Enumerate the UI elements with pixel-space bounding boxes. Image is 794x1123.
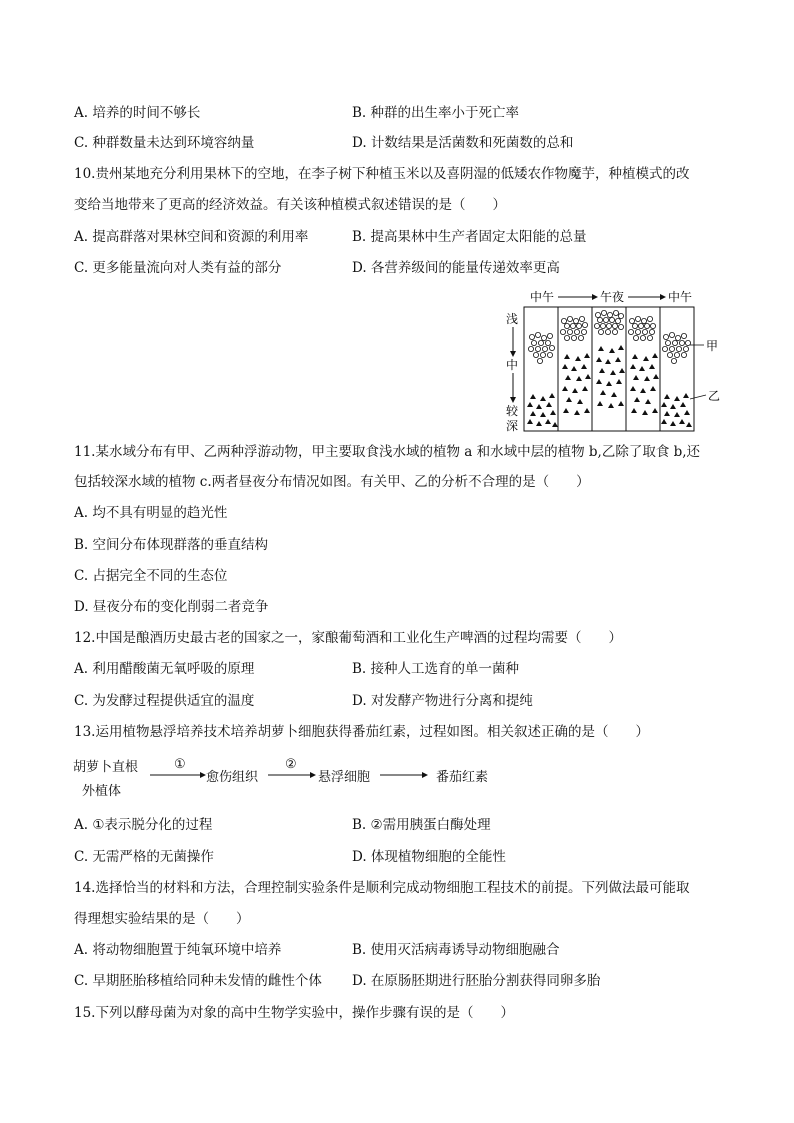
q11-option-a: A. 均不具有明显的趋光性	[74, 505, 228, 521]
flow-node-lycopene: 番茄红素	[436, 770, 489, 785]
time-label-noon-1: 中午	[530, 290, 555, 304]
q9-option-a: A. 培养的时间不够长	[74, 105, 201, 121]
q14-stem-line1: 14.选择恰当的材料和方法，合理控制实验条件是顺利完成动物细胞工程技术的前提。下列做法最可能取	[74, 880, 690, 896]
time-label-midnight: 午夜	[600, 290, 625, 304]
q12-option-c: C. 为发酵过程提供适宜的温度	[74, 693, 255, 709]
q11-option-c: C. 占据完全不同的生态位	[74, 568, 228, 584]
species-jia-circles	[528, 310, 690, 363]
q14-option-a: A. 将动物细胞置于纯氧环境中培养	[74, 942, 282, 958]
flow-arrows	[150, 766, 440, 782]
q10-option-b: B. 提高果林中生产者固定太阳能的总量	[352, 229, 587, 245]
q12-option-d: D. 对发酵产物进行分离和提纯	[352, 693, 533, 709]
depth-label-deep-2: 深	[506, 419, 519, 433]
q10-option-d: D. 各营养级间的能量传递效率更高	[352, 260, 560, 276]
flow-start-line1: 胡萝卜直根	[73, 760, 139, 775]
q10-stem-line1: 10.贵州某地充分利用果林下的空地，在李子树下种植玉米以及喜阴湿的低矮农作物魔芋，种植模式的改	[74, 166, 690, 182]
species-label-jia: 甲	[706, 339, 719, 353]
flow-node-suspension-cells: 悬浮细胞	[318, 770, 371, 785]
q13-option-b: B. ②需用胰蛋白酶处理	[352, 817, 491, 833]
q13-option-c: C. 无需严格的无菌操作	[74, 849, 214, 865]
q12-option-b: B. 接种人工选育的单一菌种	[352, 661, 520, 677]
q10-option-c: C. 更多能量流向对人类有益的部分	[74, 260, 282, 276]
species-label-yi: 乙	[708, 389, 721, 403]
flow-step-2-label: ②	[285, 757, 297, 772]
flow-node-callus: 愈伤组织	[206, 770, 259, 785]
zooplankton-distribution-figure	[500, 285, 732, 433]
flow-start-line2: 外植体	[82, 784, 122, 799]
q15-stem: 15.下列以酵母菌为对象的高中生物学实验中，操作步骤有误的是（ ）	[74, 1005, 514, 1021]
q9-option-c: C. 种群数量未达到环境容纳量	[74, 135, 255, 151]
depth-label-deep-1: 较	[506, 404, 519, 418]
q13-option-d: D. 体现植物细胞的全能性	[352, 849, 506, 865]
q10-option-a: A. 提高群落对果林空间和资源的利用率	[74, 229, 309, 245]
q14-stem-line2: 得理想实验结果的是（ ）	[74, 911, 250, 927]
q10-stem-line2: 变给当地带来了更高的经济效益。有关该种植模式叙述错误的是（ ）	[74, 197, 506, 213]
depth-label-middle: 中	[506, 358, 519, 372]
q11-stem-line2: 包括较深水域的植物 c.两者昼夜分布情况如图。有关甲、乙的分析不合理的是（ ）	[74, 474, 590, 490]
q11-option-d: D. 昼夜分布的变化削弱二者竞争	[74, 599, 269, 615]
flow-step-1-label: ①	[174, 757, 186, 772]
q12-option-a: A. 利用醋酸菌无氧呼吸的原理	[74, 661, 255, 677]
q13-stem: 13.运用植物悬浮培养技术培养胡萝卜细胞获得番茄红素，过程如图。相关叙述正确的是（ ）	[74, 724, 649, 740]
q9-option-d: D. 计数结果是活菌数和死菌数的总和	[352, 135, 574, 151]
time-label-noon-2: 中午	[668, 290, 693, 304]
q14-option-d: D. 在原肠胚期进行胚胎分割获得同卵多胎	[352, 973, 601, 989]
q9-option-b: B. 种群的出生率小于死亡率	[352, 105, 520, 121]
q14-option-b: B. 使用灭活病毒诱导动物细胞融合	[352, 942, 560, 958]
depth-label-shallow: 浅	[506, 312, 519, 326]
q11-option-b: B. 空间分布体现群落的垂直结构	[74, 537, 269, 553]
q13-option-a: A. ①表示脱分化的过程	[74, 817, 213, 833]
q11-stem-line1: 11.某水域分布有甲、乙两种浮游动物，甲主要取食浅水域的植物 a 和水域中层的植物 b,乙除了取食 b,还	[74, 444, 701, 460]
q12-stem: 12.中国是酿酒历史最古老的国家之一，家酿葡萄酒和工业化生产啤酒的过程均需要（ ）	[74, 630, 622, 646]
q14-option-c: C. 早期胚胎移植给同种未发情的雌性个体	[74, 973, 322, 989]
